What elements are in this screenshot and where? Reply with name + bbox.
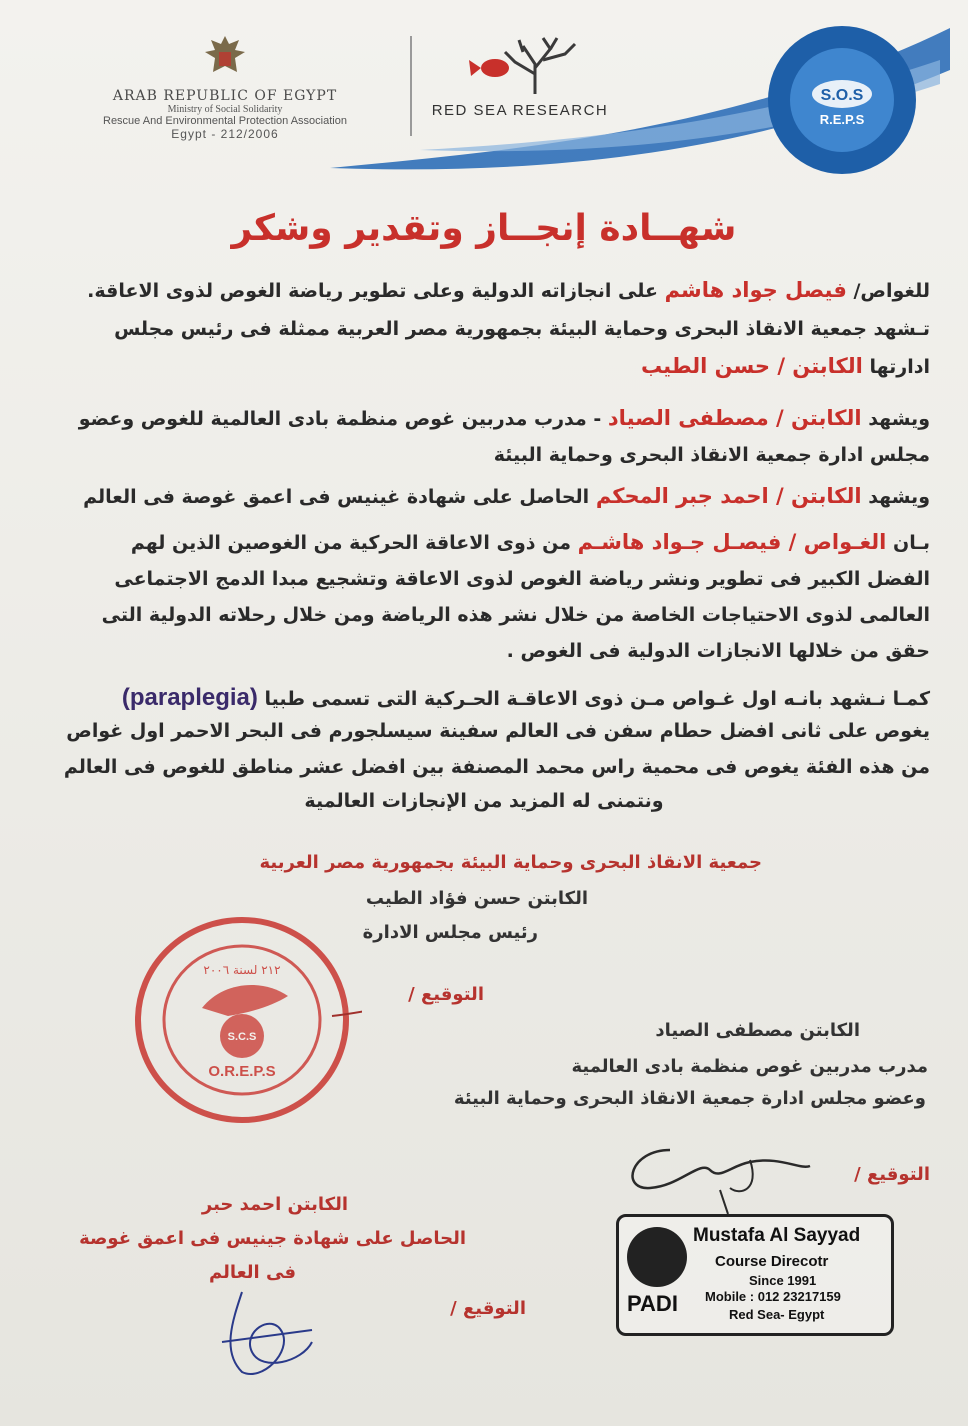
header-association: Rescue And Environmental Protection Association (103, 115, 347, 127)
body-line-12: يغوص على ثانى افضل حطام سفن فى العالم سفينة سيسلجورم فى البحر الاحمر اول غواص (66, 720, 930, 742)
padi-stamp-name: Mustafa Al Sayyad (693, 1225, 861, 1246)
sos-logo-text: S.O.S (820, 87, 864, 104)
body-line-9: العالمى لذوى الاحتياجات الخاصة من خلال نشر هذه الرياضة ومن خلال رحلاته الدولية التى (101, 604, 930, 626)
l1-post: على انجازاته الدولية وعلى تطوير رياضة الغوص لذوى الاعاقة. (87, 280, 658, 302)
header-registration: Egypt - 212/2006 (171, 127, 279, 141)
ahmed-role-1: الحاصل على شهادة جينيس فى اعمق غوصة (79, 1228, 466, 1249)
header-country: ARAB REPUBLIC OF EGYPT (112, 88, 338, 104)
body-line-7 (38, 530, 930, 554)
captain-hassan: الكابتن / حسن الطيب (640, 354, 863, 378)
red-sea-research-logo (420, 34, 620, 119)
mustafa-name: الكابتن مصطفى الصياد (655, 1020, 860, 1041)
padi-stamp (616, 1214, 894, 1336)
l4-pre: ويشهد (868, 408, 930, 430)
padi-stamp-location: Red Sea- Egypt (729, 1307, 825, 1322)
padi-stamp-role: Course Direcotr (715, 1253, 829, 1270)
mustafa-signature (610, 1130, 830, 1220)
sign-label-mustafa: التوقيع / (854, 1164, 930, 1185)
header-divider (410, 36, 412, 136)
l11-pre: كمـا نـشهد بانـه اول غـواص مـن ذوى الاعاقـة الحـركية التى تسمى طبيا (264, 688, 930, 710)
body-line-6 (38, 484, 930, 508)
sign-label-ahmed: التوقيع / (450, 1298, 526, 1319)
paraplegia-term: (paraplegia) (121, 684, 258, 711)
ahmed-signature (212, 1282, 322, 1392)
body-line-3 (38, 354, 930, 378)
mustafa-role-2: وعضو مجلس ادارة جمعية الانقاذ البحرى وحماية البيئة (453, 1088, 926, 1109)
body-line-2: تـشهد جمعية الانقاذ البحرى وحماية البيئة بجمهورية مصر العربية ممثلة فى رئيس مجلس (114, 318, 930, 340)
ahmed-role-2: فى العالم (209, 1262, 296, 1283)
certificate-title: شهــادة إنجــاز وتقدير وشكر (231, 208, 737, 249)
body-line-13: من هذه الفئة يغوص فى محمية راس محمد المصنفة بين افضل عشر مناطق للغوص فى العالم (63, 756, 930, 778)
l7-pre: بـان (893, 532, 930, 554)
body-line-14: ونتمنى له المزيد من الإنجازات العالمية (304, 790, 664, 812)
assoc-captain: الكابتن حسن فؤاد الطيب (365, 888, 588, 909)
body-line-4 (38, 406, 930, 430)
red-sea-research-text: RED SEA RESEARCH (431, 102, 609, 119)
sign-label-assoc: التوقيع / (408, 984, 484, 1005)
body-line-8: الفضل الكبير فى تطوير ونشر رياضة الغوص لذوى الاعاقة وتشجيع مبدا الدمج الاجتماعى (114, 568, 930, 590)
diver-name-2: الغـواص / فيصـل جـواد هاشـم (577, 530, 887, 554)
l3-pre: ادارتها (869, 356, 930, 378)
header-ministry: Ministry of Social Solidarity (167, 104, 283, 115)
padi-globe-icon (627, 1227, 687, 1287)
l4-post: - مدرب مدربين غوص منظمة بادى العالمية للغوص وعضو (78, 408, 602, 430)
diver-name: فيصل جواد هاشم (664, 278, 847, 302)
l7-post: من ذوى الاعاقة الحركية من الغوصين الذين لهم (130, 532, 571, 554)
padi-stamp-since: Since 1991 (749, 1273, 817, 1288)
sos-association-logo (762, 20, 922, 180)
captain-mustafa: الكابتن / مصطفى الصياد (607, 406, 862, 430)
captain-ahmed: الكابتن / احمد جبر المحكم (595, 484, 862, 508)
l1-pre: للغواص/ (853, 280, 930, 302)
body-line-1 (38, 278, 930, 302)
stamp-center-text: S.C.S (227, 1031, 257, 1043)
association-round-stamp (132, 912, 362, 1126)
assoc-role: رئيس مجلس الادارة (362, 922, 538, 943)
padi-brand: PADI (627, 1291, 678, 1316)
mustafa-role-1: مدرب مدربين غوص منظمة بادى العالمية (571, 1056, 928, 1077)
reps-logo-text: R.E.P.S (819, 112, 865, 127)
egypt-eagle-icon (199, 32, 251, 80)
stamp-year-text: ٢١٢ لسنة ٢٠٠٦ (203, 963, 281, 977)
l6-post: الحاصل على شهادة غينيس فى اعمق غوصة فى العالم (83, 486, 590, 508)
egypt-ministry-header (60, 32, 390, 141)
l6-pre: ويشهد (868, 486, 930, 508)
coral-logo-icon (435, 34, 605, 96)
assoc-name: جمعية الانقاذ البحرى وحماية البيئة بجمهورية مصر العربية (259, 852, 762, 873)
padi-stamp-mobile: Mobile : 012 23217159 (705, 1289, 841, 1304)
ahmed-name: الكابتن احمد حبر (201, 1194, 348, 1215)
body-line-11 (38, 684, 930, 712)
stamp-bottom-text: O.R.E.P.S (208, 1063, 276, 1080)
body-line-10: حقق من خلالها الانجازات الدولية فى الغوص . (506, 640, 930, 662)
body-line-5: مجلس ادارة جمعية الانقاذ البحرى وحماية البيئة (493, 444, 930, 466)
